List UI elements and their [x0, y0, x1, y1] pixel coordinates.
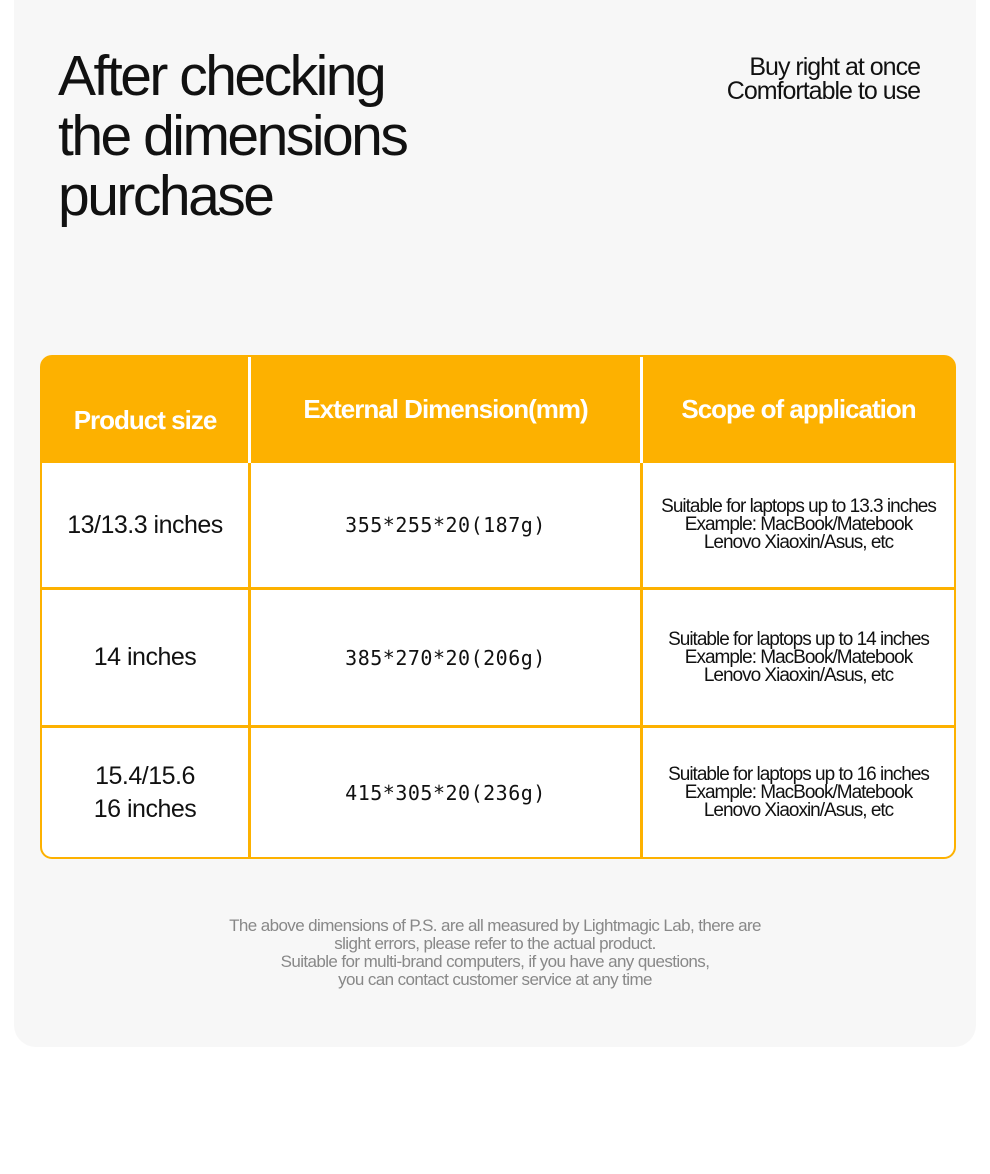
headline [58, 46, 406, 226]
headline-line: purchase [58, 164, 273, 228]
header-external-dimension: External Dimension(mm) [251, 357, 643, 463]
scope-line: Lenovo Xiaoxin/Asus, etc [703, 532, 894, 553]
size-table [40, 355, 956, 859]
product-size-text: 14 inches [93, 643, 197, 671]
scope-line: Lenovo Xiaoxin/Asus, etc [703, 799, 894, 821]
scope-line: Suitable for laptops up to 14 inches [668, 628, 929, 650]
disclaimer-line: you can contact customer service at any time [338, 970, 652, 989]
header-scope-of-application: Scope of application [681, 393, 916, 424]
scope-line: Example: MacBook/Matebook [684, 646, 913, 668]
scope-line: Example: MacBook/Matebook [684, 781, 913, 803]
tagline [727, 55, 920, 103]
scope-line: Suitable for laptops up to 13.3 inches [661, 496, 936, 517]
product-size-text: 15.4/15.6 [95, 761, 195, 790]
dimension-cell [251, 463, 643, 587]
dimension-text: 385*270*20(206g) [345, 645, 546, 670]
table-header-row [42, 357, 954, 463]
tagline-line: Comfortable to use [726, 77, 920, 105]
dimension-cell [251, 728, 643, 857]
scope-line: Lenovo Xiaoxin/Asus, etc [703, 664, 894, 686]
header-product-size: Product size [42, 357, 251, 463]
product-size-text: 16 inches [93, 794, 197, 823]
disclaimer-line: The above dimensions of P.S. are all measured by Lightmagic Lab, there are [229, 916, 761, 935]
scope-line: Example: MacBook/Matebook [684, 514, 913, 535]
disclaimer-line: Suitable for multi-brand computers, if you have any questions, [280, 952, 710, 971]
table-row [42, 463, 954, 587]
headline-line: After checking [58, 44, 385, 108]
scope-cell [643, 463, 954, 587]
table-row [42, 590, 954, 725]
dimension-text: 415*305*20(236g) [345, 780, 546, 805]
product-size-cell [42, 728, 251, 857]
product-size-cell [42, 463, 251, 587]
scope-cell [643, 728, 954, 857]
disclaimer-line: slight errors, please refer to the actual product. [334, 934, 656, 953]
table-row [42, 728, 954, 857]
tagline-line: Buy right at once [749, 53, 920, 81]
dimension-text: 355*255*20(187g) [345, 513, 546, 537]
dimension-cell [251, 590, 643, 725]
product-size-cell [42, 590, 251, 725]
product-size-text: 13/13.3 inches [67, 510, 223, 539]
headline-line: the dimensions [58, 104, 407, 168]
scope-cell [643, 590, 954, 725]
scope-line: Suitable for laptops up to 16 inches [668, 763, 929, 785]
disclaimer [0, 917, 990, 989]
